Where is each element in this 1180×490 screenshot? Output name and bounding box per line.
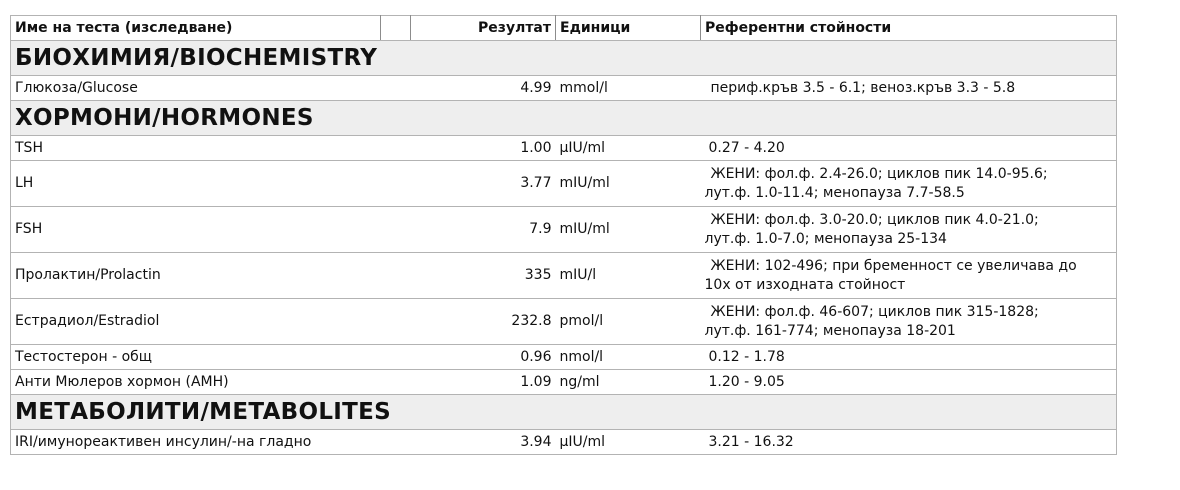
test-name: Тестостерон - общ [11, 345, 411, 370]
test-units: mIU/ml [556, 207, 701, 253]
table-header-row [11, 16, 1117, 41]
test-units: nmol/l [556, 345, 701, 370]
header-flag-column [381, 16, 411, 41]
test-result: 3.94 [411, 430, 556, 455]
test-units: mIU/ml [556, 161, 701, 207]
test-name: Глюкоза/Glucose [11, 76, 411, 101]
header-test-name: Име на теста (изследване) [11, 16, 381, 41]
table-row [11, 430, 1117, 455]
lab-results-table [10, 15, 1117, 455]
reference-line-1: ЖЕНИ: фол.ф. 46-607; циклов пик 315-1828; [710, 303, 1039, 320]
section-header-biochemistry [11, 41, 1117, 76]
test-result: 1.09 [411, 370, 556, 395]
test-units: µIU/ml [556, 430, 701, 455]
reference-line-1: ЖЕНИ: 102-496; при бременност се увеличава до [710, 257, 1077, 274]
test-units: pmol/l [556, 299, 701, 345]
section-title: БИОХИМИЯ/BIOCHEMISTRY [11, 41, 1117, 76]
table-row [11, 299, 1117, 345]
table-row [11, 207, 1117, 253]
test-reference [701, 76, 1117, 101]
table-row [11, 136, 1117, 161]
test-result: 232.8 [411, 299, 556, 345]
header-result: Резултат [411, 16, 556, 41]
test-name: TSH [11, 136, 411, 161]
reference-line-2: 10x от изходната стойност [704, 276, 906, 293]
test-name: Анти Мюлеров хормон (AMH) [11, 370, 411, 395]
test-units: mIU/l [556, 253, 701, 299]
test-units: µIU/ml [556, 136, 701, 161]
section-title: МЕТАБОЛИТИ/METABOLITES [11, 395, 1117, 430]
table-row [11, 253, 1117, 299]
reference-line-1: ЖЕНИ: фол.ф. 3.0-20.0; циклов пик 4.0-21.0; [710, 211, 1039, 228]
table-row [11, 161, 1117, 207]
reference-line-2: лут.ф. 1.0-7.0; менопауза 25-134 [704, 230, 947, 247]
header-units: Единици [556, 16, 701, 41]
test-name: FSH [11, 207, 411, 253]
test-reference [701, 345, 1117, 370]
test-name: Естрадиол/Estradiol [11, 299, 411, 345]
test-name: LH [11, 161, 411, 207]
test-result: 3.77 [411, 161, 556, 207]
test-result: 1.00 [411, 136, 556, 161]
test-units: ng/ml [556, 370, 701, 395]
reference-line-2: лут.ф. 1.0-11.4; менопауза 7.7-58.5 [704, 184, 965, 201]
reference-text: 0.12 - 1.78 [708, 348, 785, 365]
test-result: 4.99 [411, 76, 556, 101]
test-name: Пролактин/Prolactin [11, 253, 411, 299]
test-name: IRI/имунореактивен инсулин/-на гладно [11, 430, 411, 455]
reference-text: 3.21 - 16.32 [708, 433, 794, 450]
section-header-hormones [11, 101, 1117, 136]
section-header-metabolites [11, 395, 1117, 430]
reference-text: периф.кръв 3.5 - 6.1; веноз.кръв 3.3 - 5.8 [710, 79, 1016, 96]
test-result: 0.96 [411, 345, 556, 370]
test-result: 7.9 [411, 207, 556, 253]
table-row [11, 345, 1117, 370]
test-reference [701, 299, 1117, 345]
reference-line-1: ЖЕНИ: фол.ф. 2.4-26.0; циклов пик 14.0-95.6; [710, 165, 1048, 182]
test-reference [701, 253, 1117, 299]
test-result: 335 [411, 253, 556, 299]
test-reference [701, 370, 1117, 395]
test-units: mmol/l [556, 76, 701, 101]
section-title: ХОРМОНИ/HORMONES [11, 101, 1117, 136]
header-reference-values: Референтни стойности [701, 16, 1117, 41]
table-row [11, 76, 1117, 101]
reference-line-2: лут.ф. 161-774; менопауза 18-201 [704, 322, 956, 339]
test-reference [701, 136, 1117, 161]
test-reference [701, 430, 1117, 455]
test-reference [701, 207, 1117, 253]
test-reference [701, 161, 1117, 207]
reference-text: 1.20 - 9.05 [708, 373, 785, 390]
reference-text: 0.27 - 4.20 [708, 139, 785, 156]
table-row [11, 370, 1117, 395]
